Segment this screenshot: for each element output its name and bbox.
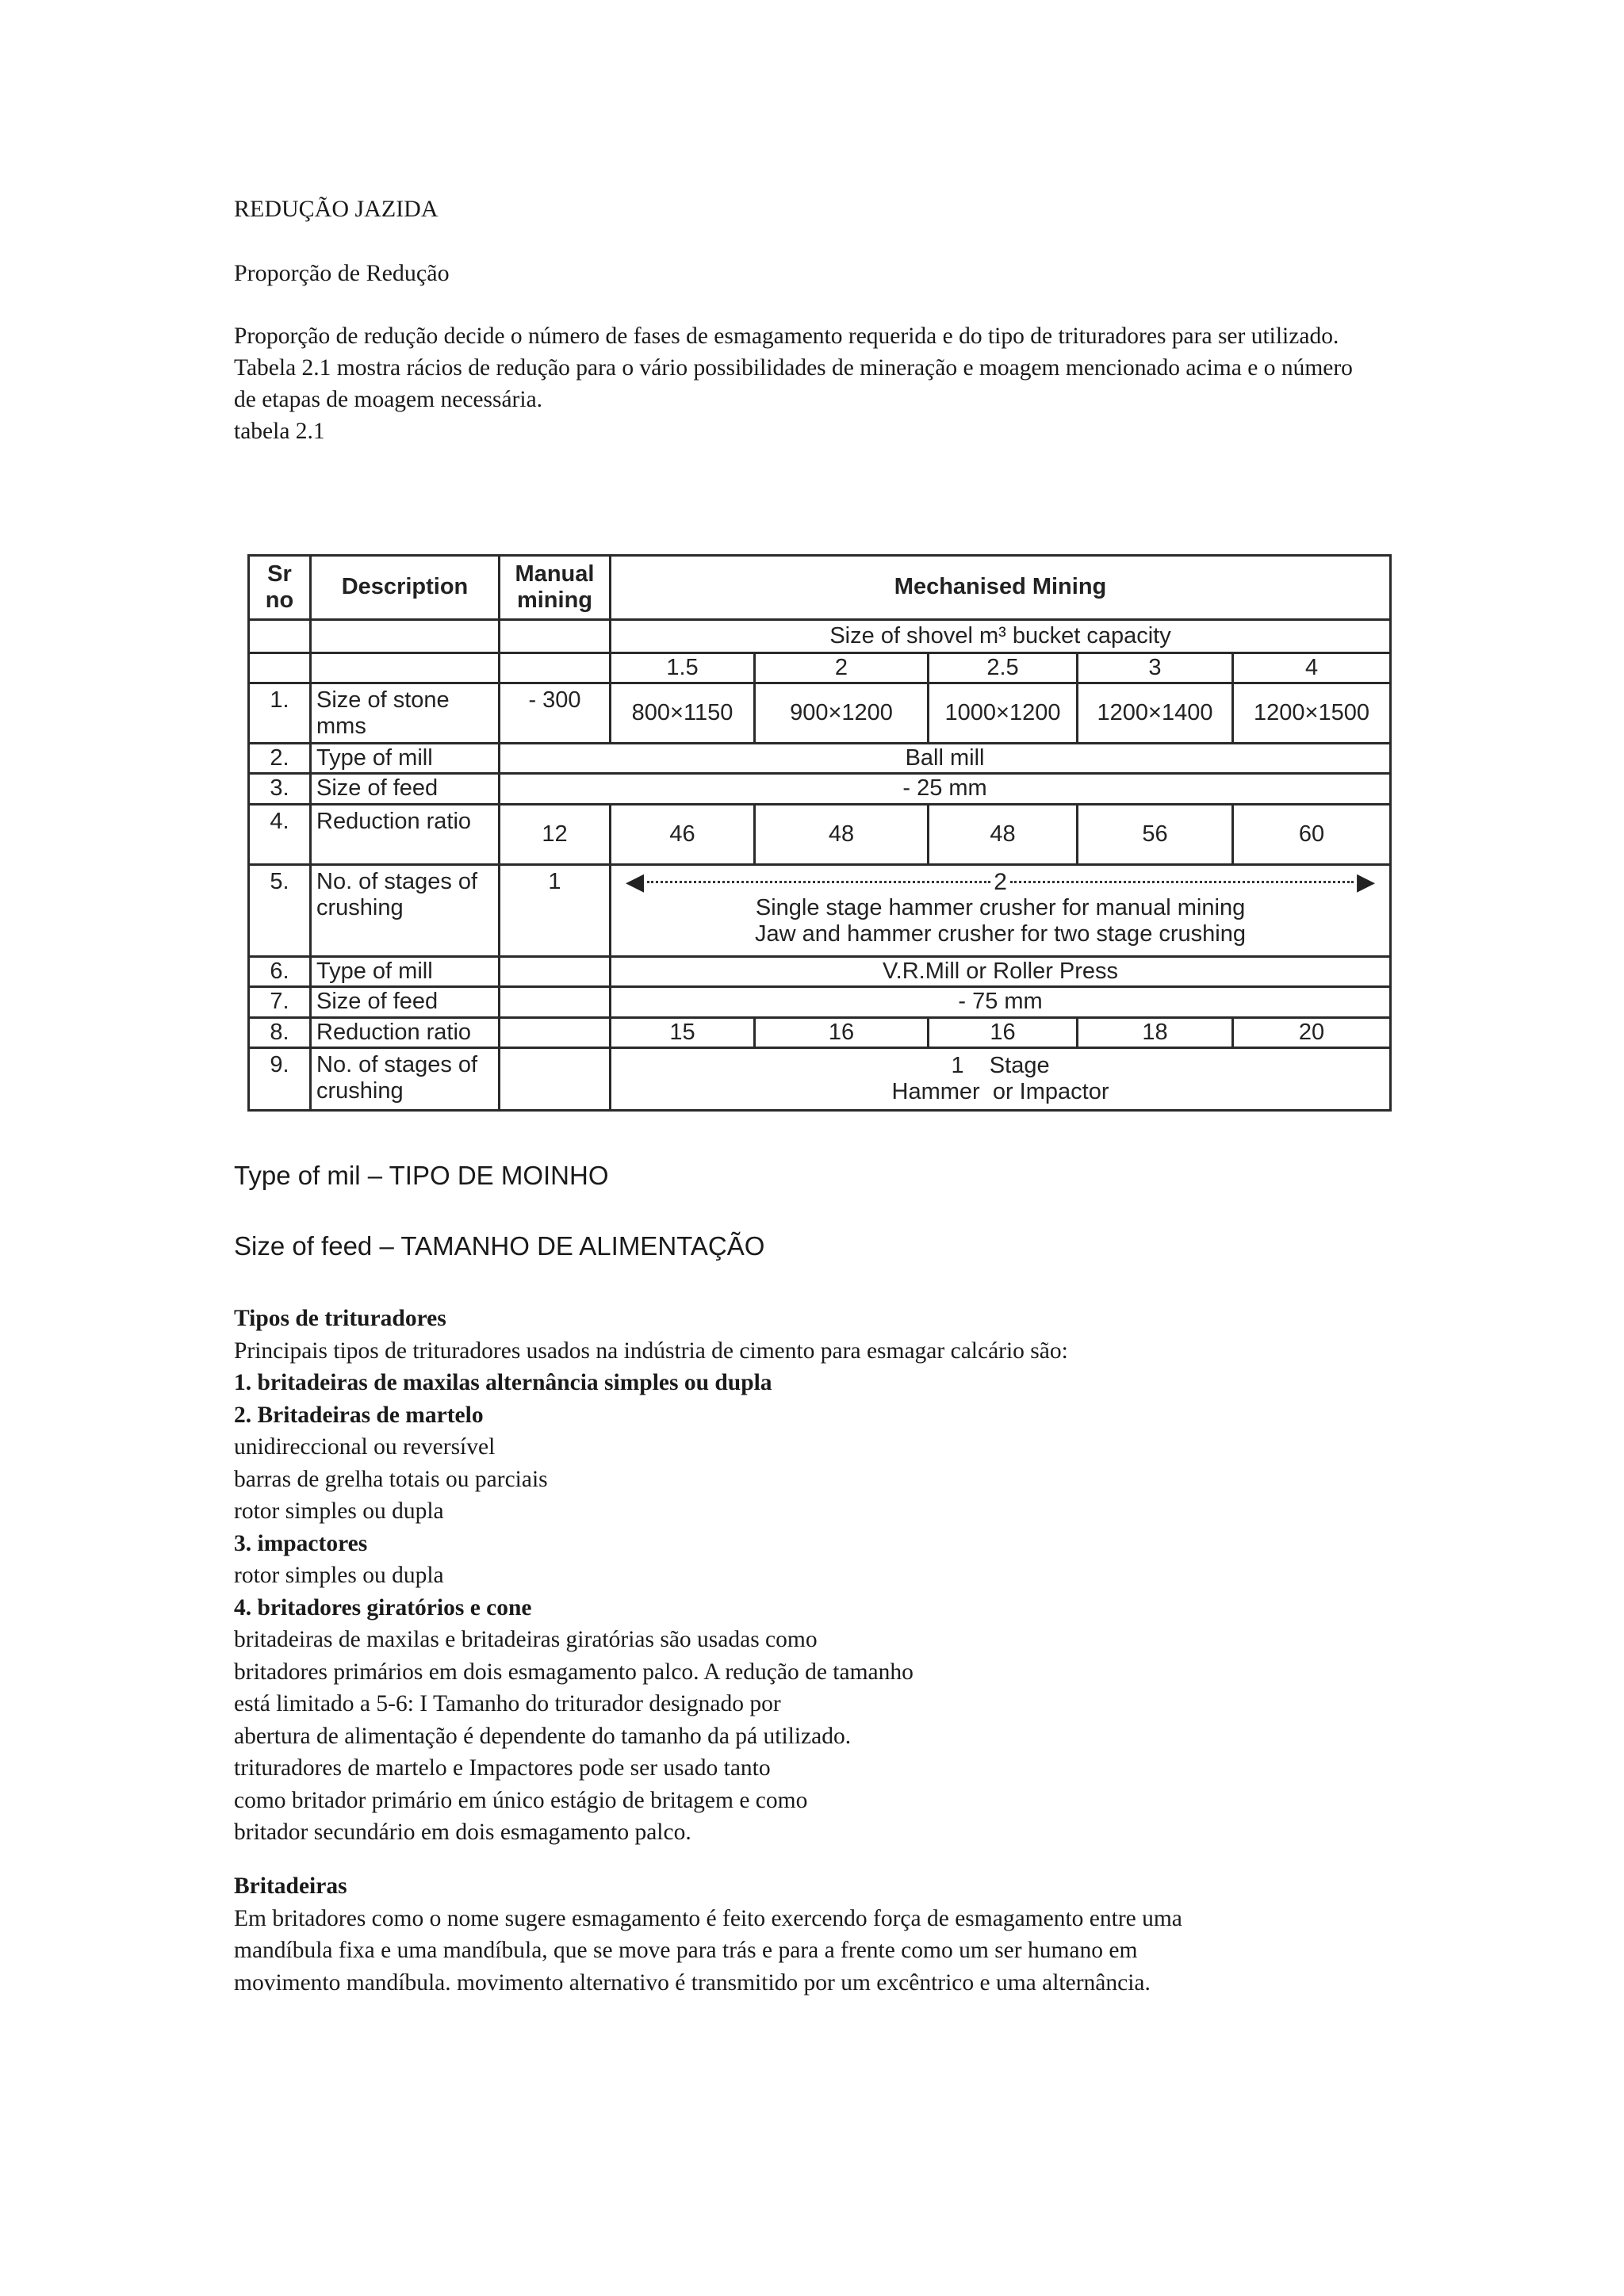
- capacity-header: 3: [1078, 653, 1233, 683]
- crusher-paragraph-line: como britador primário em único estágio de britagem e como: [234, 1787, 808, 1813]
- crusher-item-2-detail: unidireccional ou reversível: [234, 1434, 496, 1460]
- empty-cell: [500, 653, 611, 683]
- empty-cell: [500, 619, 611, 652]
- row-number: 8.: [249, 1017, 311, 1047]
- table-cell: 15: [611, 1017, 755, 1047]
- empty-cell: [311, 653, 500, 683]
- row-description: Type of mill: [311, 956, 500, 986]
- row-number: 4.: [249, 804, 311, 865]
- britadeiras-line: Em britadores como o nome sugere esmagamento é feito exercendo força de esmagamento entre uma: [234, 1905, 1182, 1931]
- table-cell: 18: [1078, 1017, 1233, 1047]
- manual-value: 1: [500, 865, 611, 956]
- stage-note-2: Jaw and hammer crusher for two stage crushing: [755, 921, 1246, 947]
- single-stage-cell: [611, 1048, 1391, 1111]
- crusher-item-2-detail: rotor simples ou dupla: [234, 1498, 444, 1524]
- capacity-header: 2.5: [929, 653, 1078, 683]
- crusher-types-lead: Principais tipos de trituradores usados na indústria de cimento para esmagar calcário são:: [234, 1337, 1068, 1364]
- table-cell: 56: [1078, 804, 1233, 865]
- crusher-item-2-detail: barras de grelha totais ou parciais: [234, 1466, 548, 1492]
- table-cell: 48: [755, 804, 929, 865]
- table-span-cell: - 75 mm: [611, 987, 1391, 1017]
- table-cell: 16: [755, 1017, 929, 1047]
- row-number: 6.: [249, 956, 311, 986]
- empty-cell: [500, 956, 611, 986]
- glossary-size-of-feed: Size of feed – TAMANHO DE ALIMENTAÇÃO: [234, 1231, 765, 1261]
- row-description: Reduction ratio: [311, 1017, 500, 1047]
- document-title: REDUÇÃO JAZIDA: [234, 196, 439, 222]
- row-description: No. of stages of crushing: [311, 865, 500, 956]
- arrow-left-icon: ◀: [626, 869, 645, 896]
- header-mechanised-mining: Mechanised Mining: [611, 556, 1391, 620]
- crusher-paragraph-line: britadores primários em dois esmagamento palco. A redução de tamanho: [234, 1659, 914, 1685]
- capacity-header: 4: [1233, 653, 1391, 683]
- crusher-types-section: [234, 1303, 1408, 1849]
- empty-cell: [249, 653, 311, 683]
- table-cell: 16: [929, 1017, 1078, 1047]
- britadeiras-line: mandíbula fixa e uma mandíbula, que se move para trás e para a frente como um ser humano em: [234, 1938, 1138, 1963]
- row-number: 7.: [249, 987, 311, 1017]
- row-number: 3.: [249, 774, 311, 804]
- row-description: Size of stone mms: [311, 683, 500, 743]
- table-cell: 46: [611, 804, 755, 865]
- empty-cell: [500, 987, 611, 1017]
- row-number: 1.: [249, 683, 311, 743]
- stage-arrow: [616, 869, 1385, 895]
- table-cell: 1200×1500: [1233, 683, 1391, 743]
- britadeiras-section: [234, 1870, 1408, 1999]
- table-cell: 1200×1400: [1078, 683, 1233, 743]
- crusher-paragraph-line: trituradores de martelo e Impactores pode ser usado tanto: [234, 1755, 771, 1781]
- header-manual-mining: Manual mining: [500, 556, 611, 620]
- row-number: 5.: [249, 865, 311, 956]
- britadeiras-heading: Britadeiras: [234, 1873, 347, 1899]
- stage-note-1: Single stage hammer crusher for manual mining: [755, 895, 1246, 921]
- table-cell: 800×1150: [611, 683, 755, 743]
- empty-cell: [249, 619, 311, 652]
- crusher-paragraph-line: está limitado a 5-6: I Tamanho do triturador designado por: [234, 1691, 781, 1716]
- table-cell: 1000×1200: [929, 683, 1078, 743]
- crusher-paragraph-line: abertura de alimentação é dependente do tamanho da pá utilizado.: [234, 1723, 852, 1749]
- empty-cell: [311, 619, 500, 652]
- stage-type-line: Hammer or Impactor: [891, 1079, 1109, 1105]
- row-number: 9.: [249, 1048, 311, 1111]
- manual-value: - 300: [500, 683, 611, 743]
- intro-table-caption: tabela 2.1: [234, 419, 325, 444]
- crusher-item-3-detail: rotor simples ou dupla: [234, 1563, 444, 1588]
- glossary-type-of-mill: Type of mil – TIPO DE MOINHO: [234, 1161, 609, 1190]
- table-span-cell: - 25 mm: [500, 774, 1391, 804]
- reduction-ratio-table: [247, 554, 1392, 1112]
- intro-block: [234, 320, 1408, 447]
- table-span-cell: Ball mill: [500, 743, 1391, 773]
- row-description: Size of feed: [311, 987, 500, 1017]
- capacity-header: 1.5: [611, 653, 755, 683]
- crusher-paragraph-line: britador secundário em dois esmagamento palco.: [234, 1820, 691, 1845]
- intro-paragraph-2: Tabela 2.1 mostra rácios de redução para o vário possibilidades de mineração e moagem mencionado acima e o número de etapas de moagem necessária.: [234, 355, 1353, 412]
- table-cell: 900×1200: [755, 683, 929, 743]
- row-number: 2.: [249, 743, 311, 773]
- crusher-item-4: 4. britadores giratórios e cone: [234, 1594, 532, 1621]
- crusher-item-2: 2. Britadeiras de martelo: [234, 1402, 484, 1428]
- manual-value: 12: [500, 804, 611, 865]
- header-shovel-capacity: Size of shovel m³ bucket capacity: [611, 619, 1391, 652]
- table-cell: 48: [929, 804, 1078, 865]
- table-span-cell: V.R.Mill or Roller Press: [611, 956, 1391, 986]
- britadeiras-line: movimento mandíbula. movimento alternativo é transmitido por um excêntrico e uma alternância.: [234, 1969, 1151, 1996]
- stage-count: 2: [994, 869, 1007, 896]
- row-description: Reduction ratio: [311, 804, 500, 865]
- capacity-header: 2: [755, 653, 929, 683]
- header-sr-no: Sr no: [249, 556, 311, 620]
- empty-cell: [500, 1048, 611, 1111]
- crusher-item-3: 3. impactores: [234, 1530, 368, 1556]
- row-description: Type of mill: [311, 743, 500, 773]
- two-stage-cell: [611, 865, 1391, 956]
- table-cell: 20: [1233, 1017, 1391, 1047]
- table-cell: 60: [1233, 804, 1391, 865]
- row-description: Size of feed: [311, 774, 500, 804]
- crusher-item-1: 1. britadeiras de maxilas alternância simples ou dupla: [234, 1370, 772, 1395]
- section-subtitle: Proporção de Redução: [234, 260, 450, 286]
- empty-cell: [500, 1017, 611, 1047]
- header-description: Description: [311, 556, 500, 620]
- crusher-types-heading: Tipos de trituradores: [234, 1306, 446, 1331]
- crusher-paragraph-line: britadeiras de maxilas e britadeiras giratórias são usadas como: [234, 1627, 818, 1652]
- row-description: No. of stages of crushing: [311, 1048, 500, 1111]
- arrow-right-icon: ▶: [1356, 869, 1376, 896]
- stage-count-line: 1 Stage: [951, 1053, 1050, 1079]
- intro-paragraph-1: Proporção de redução decide o número de fases de esmagamento requerida e do tipo de trituradores para ser utilizado.: [234, 323, 1339, 349]
